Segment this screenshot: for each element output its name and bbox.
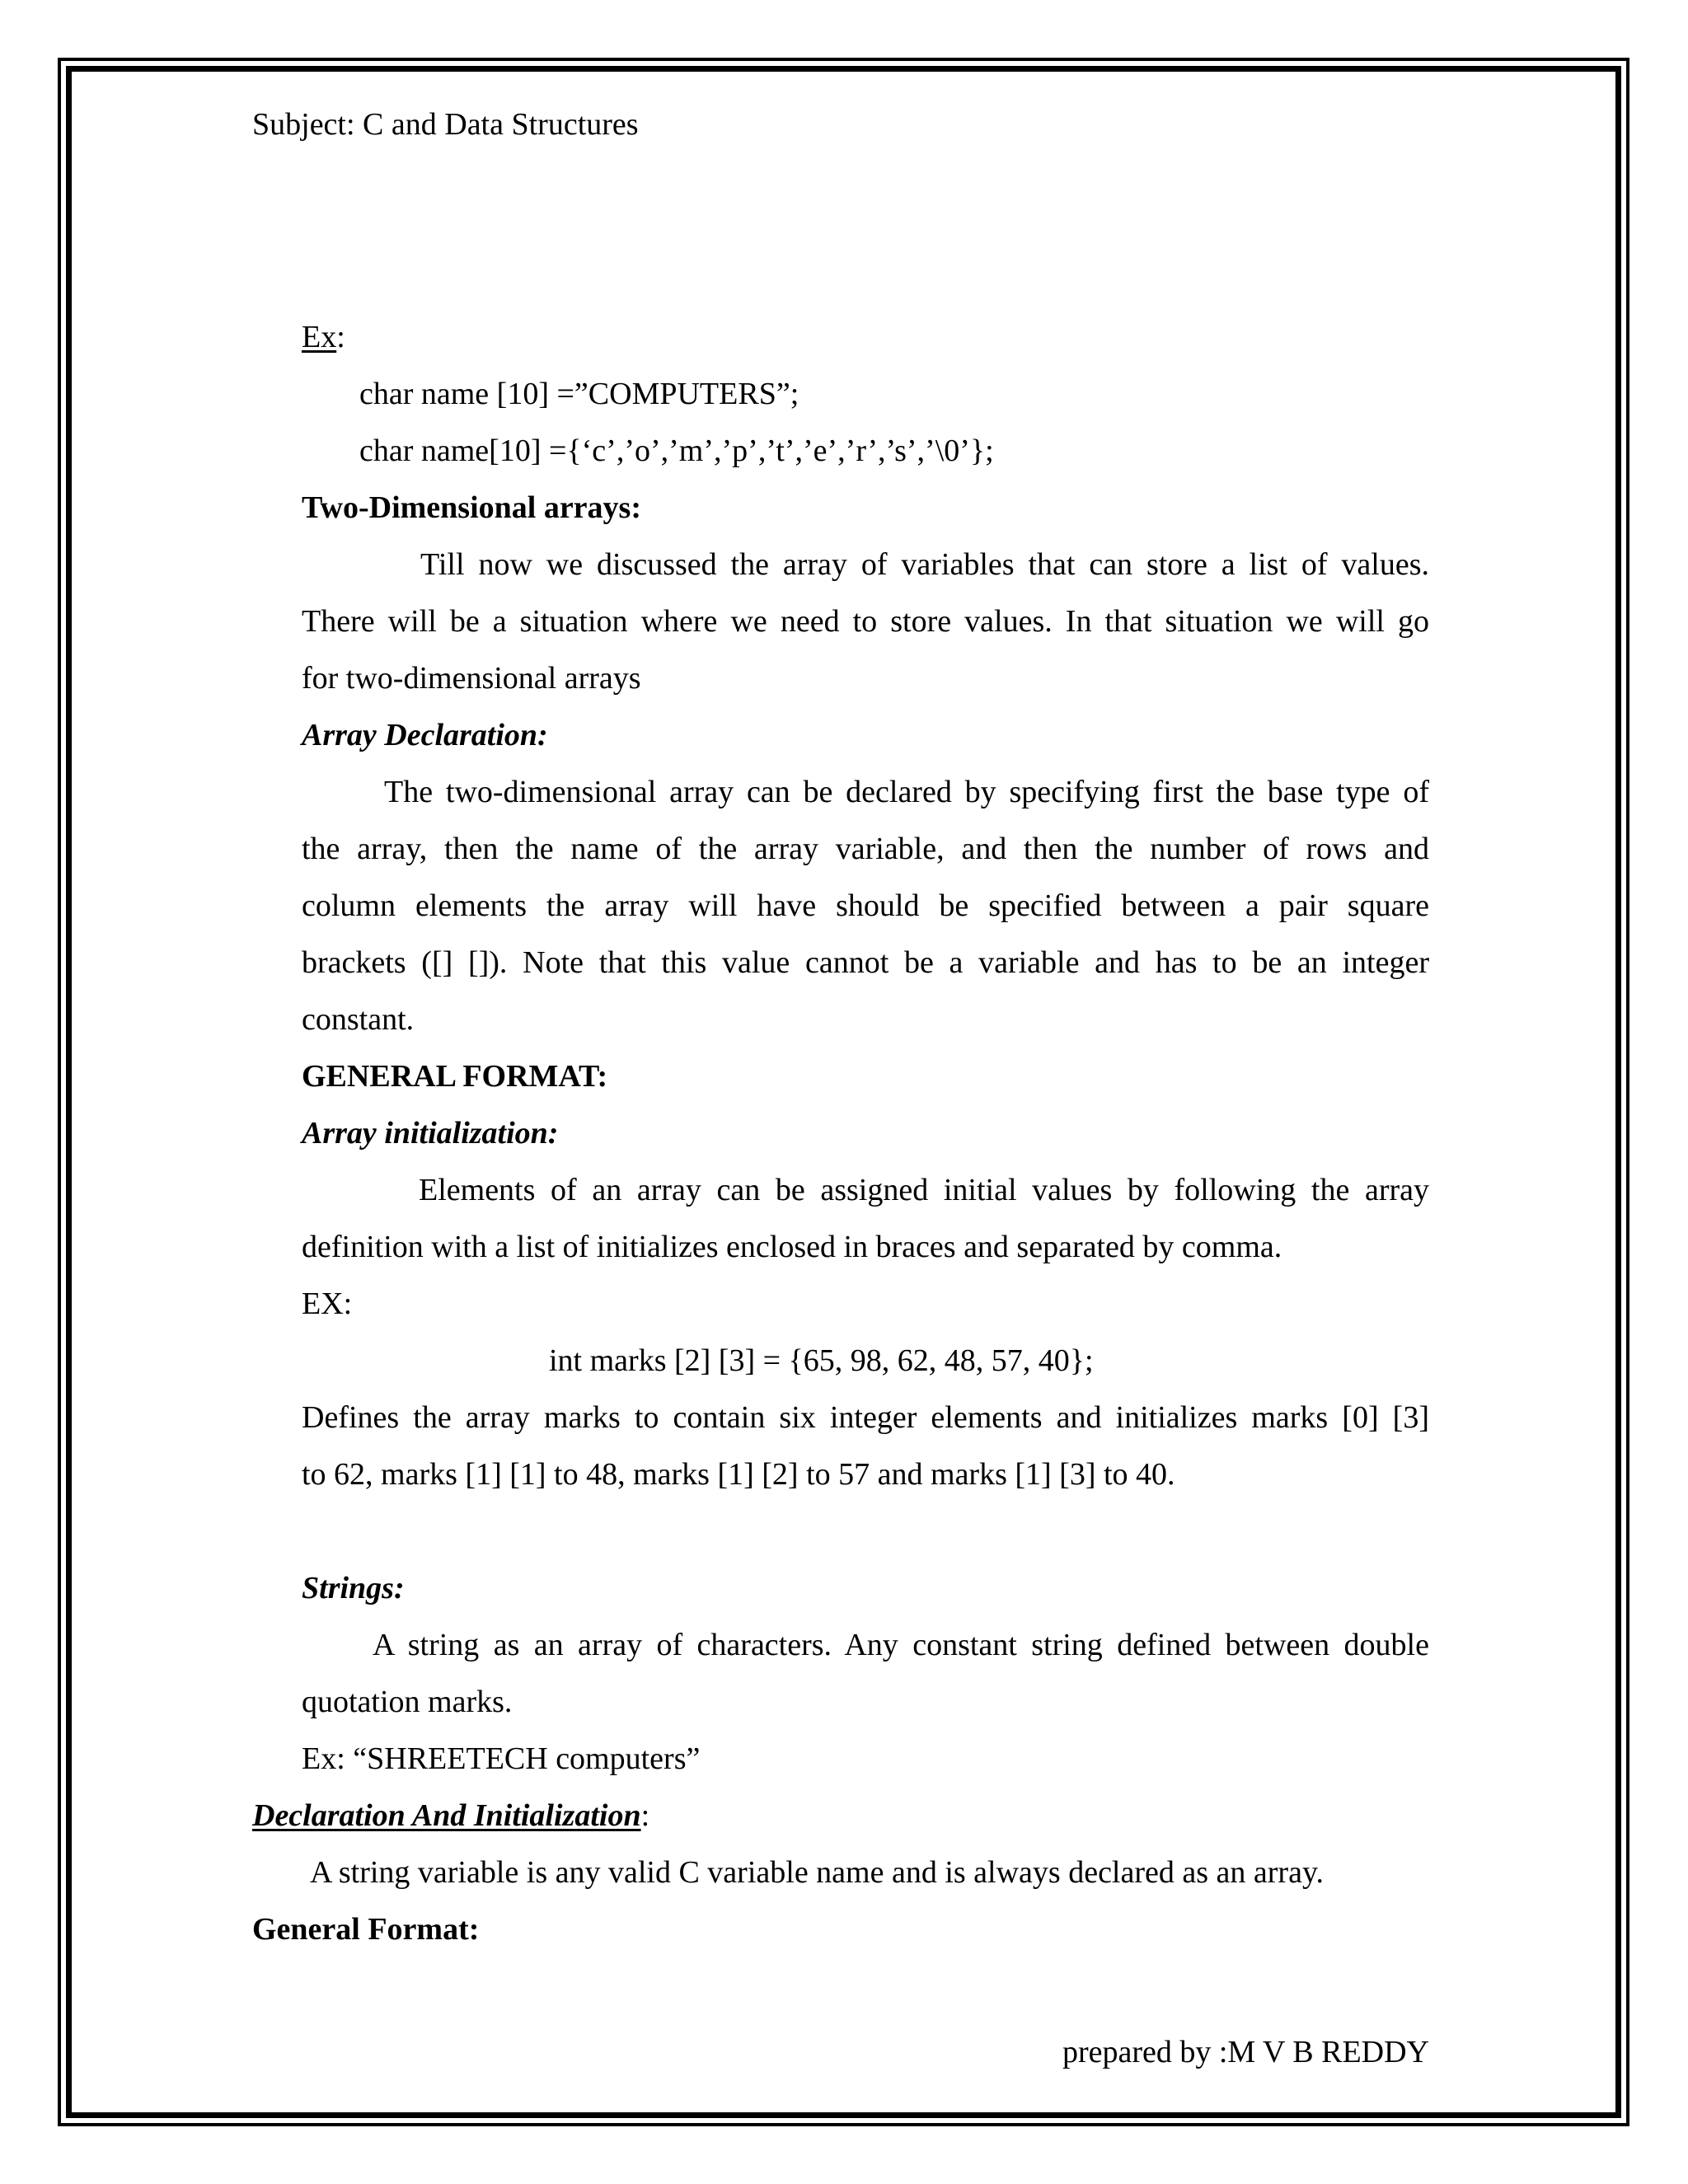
section-heading: Strings: xyxy=(302,1571,405,1605)
paragraph-line: for two-dimensional arrays xyxy=(302,661,641,696)
paragraph-line: to 62, marks [1] [1] to 48, marks [1] [2] to 57 and marks [1] [3] to 40. xyxy=(302,1457,1175,1492)
section-heading: General Format: xyxy=(252,1912,480,1947)
footer-credit: prepared by :M V B REDDY xyxy=(1062,2035,1429,2069)
code-line: int marks [2] [3] = {65, 98, 62, 48, 57, 40}; xyxy=(549,1343,1094,1378)
code-line: char name[10] ={‘c’,’o’,’m’,’p’,’t’,’e’,’r’,’s’,’\0’}; xyxy=(359,434,994,468)
paragraph-line: Till now we discussed the array of variables that can store a list of values. xyxy=(420,547,1429,582)
paragraph-line: definition with a list of initializes enclosed in braces and separated by comma. xyxy=(302,1230,1282,1264)
section-heading: Array Declaration: xyxy=(302,718,548,752)
section-heading: Two-Dimensional arrays: xyxy=(302,490,641,525)
paragraph-line: quotation marks. xyxy=(302,1685,513,1719)
section-heading: Array initialization: xyxy=(302,1116,559,1151)
section-heading: GENERAL FORMAT: xyxy=(302,1059,608,1094)
paragraph-line: the array, then the name of the array variable, and then the number of rows and xyxy=(302,832,1429,866)
section-heading: Declaration And Initialization: xyxy=(252,1798,650,1833)
code-line: char name [10] =”COMPUTERS”; xyxy=(359,377,799,411)
paragraph-line: brackets ([] []). Note that this value cannot be a variable and has to be an integer xyxy=(302,945,1429,980)
paragraph-line: Elements of an array can be assigned initial values by following the array xyxy=(419,1173,1429,1207)
example-line: Ex: “SHREETECH computers” xyxy=(302,1741,701,1776)
paragraph-line: There will be a situation where we need to store values. In that situation we will go xyxy=(302,604,1429,639)
example-label: Ex: xyxy=(302,320,345,354)
paragraph-line: Defines the array marks to contain six integer elements and initializes marks [0] [3] xyxy=(302,1400,1429,1435)
paragraph-line: A string as an array of characters. Any constant string defined between double xyxy=(373,1628,1429,1662)
paragraph-line: The two-dimensional array can be declared by specifying first the base type of xyxy=(384,775,1429,809)
paragraph-line: column elements the array will have should be specified between a pair square xyxy=(302,888,1429,923)
subject-header: Subject: C and Data Structures xyxy=(252,107,639,142)
example-label: EX: xyxy=(302,1286,353,1321)
paragraph-line: A string variable is any valid C variable name and is always declared as an array. xyxy=(310,1855,1324,1890)
paragraph-line: constant. xyxy=(302,1002,415,1037)
